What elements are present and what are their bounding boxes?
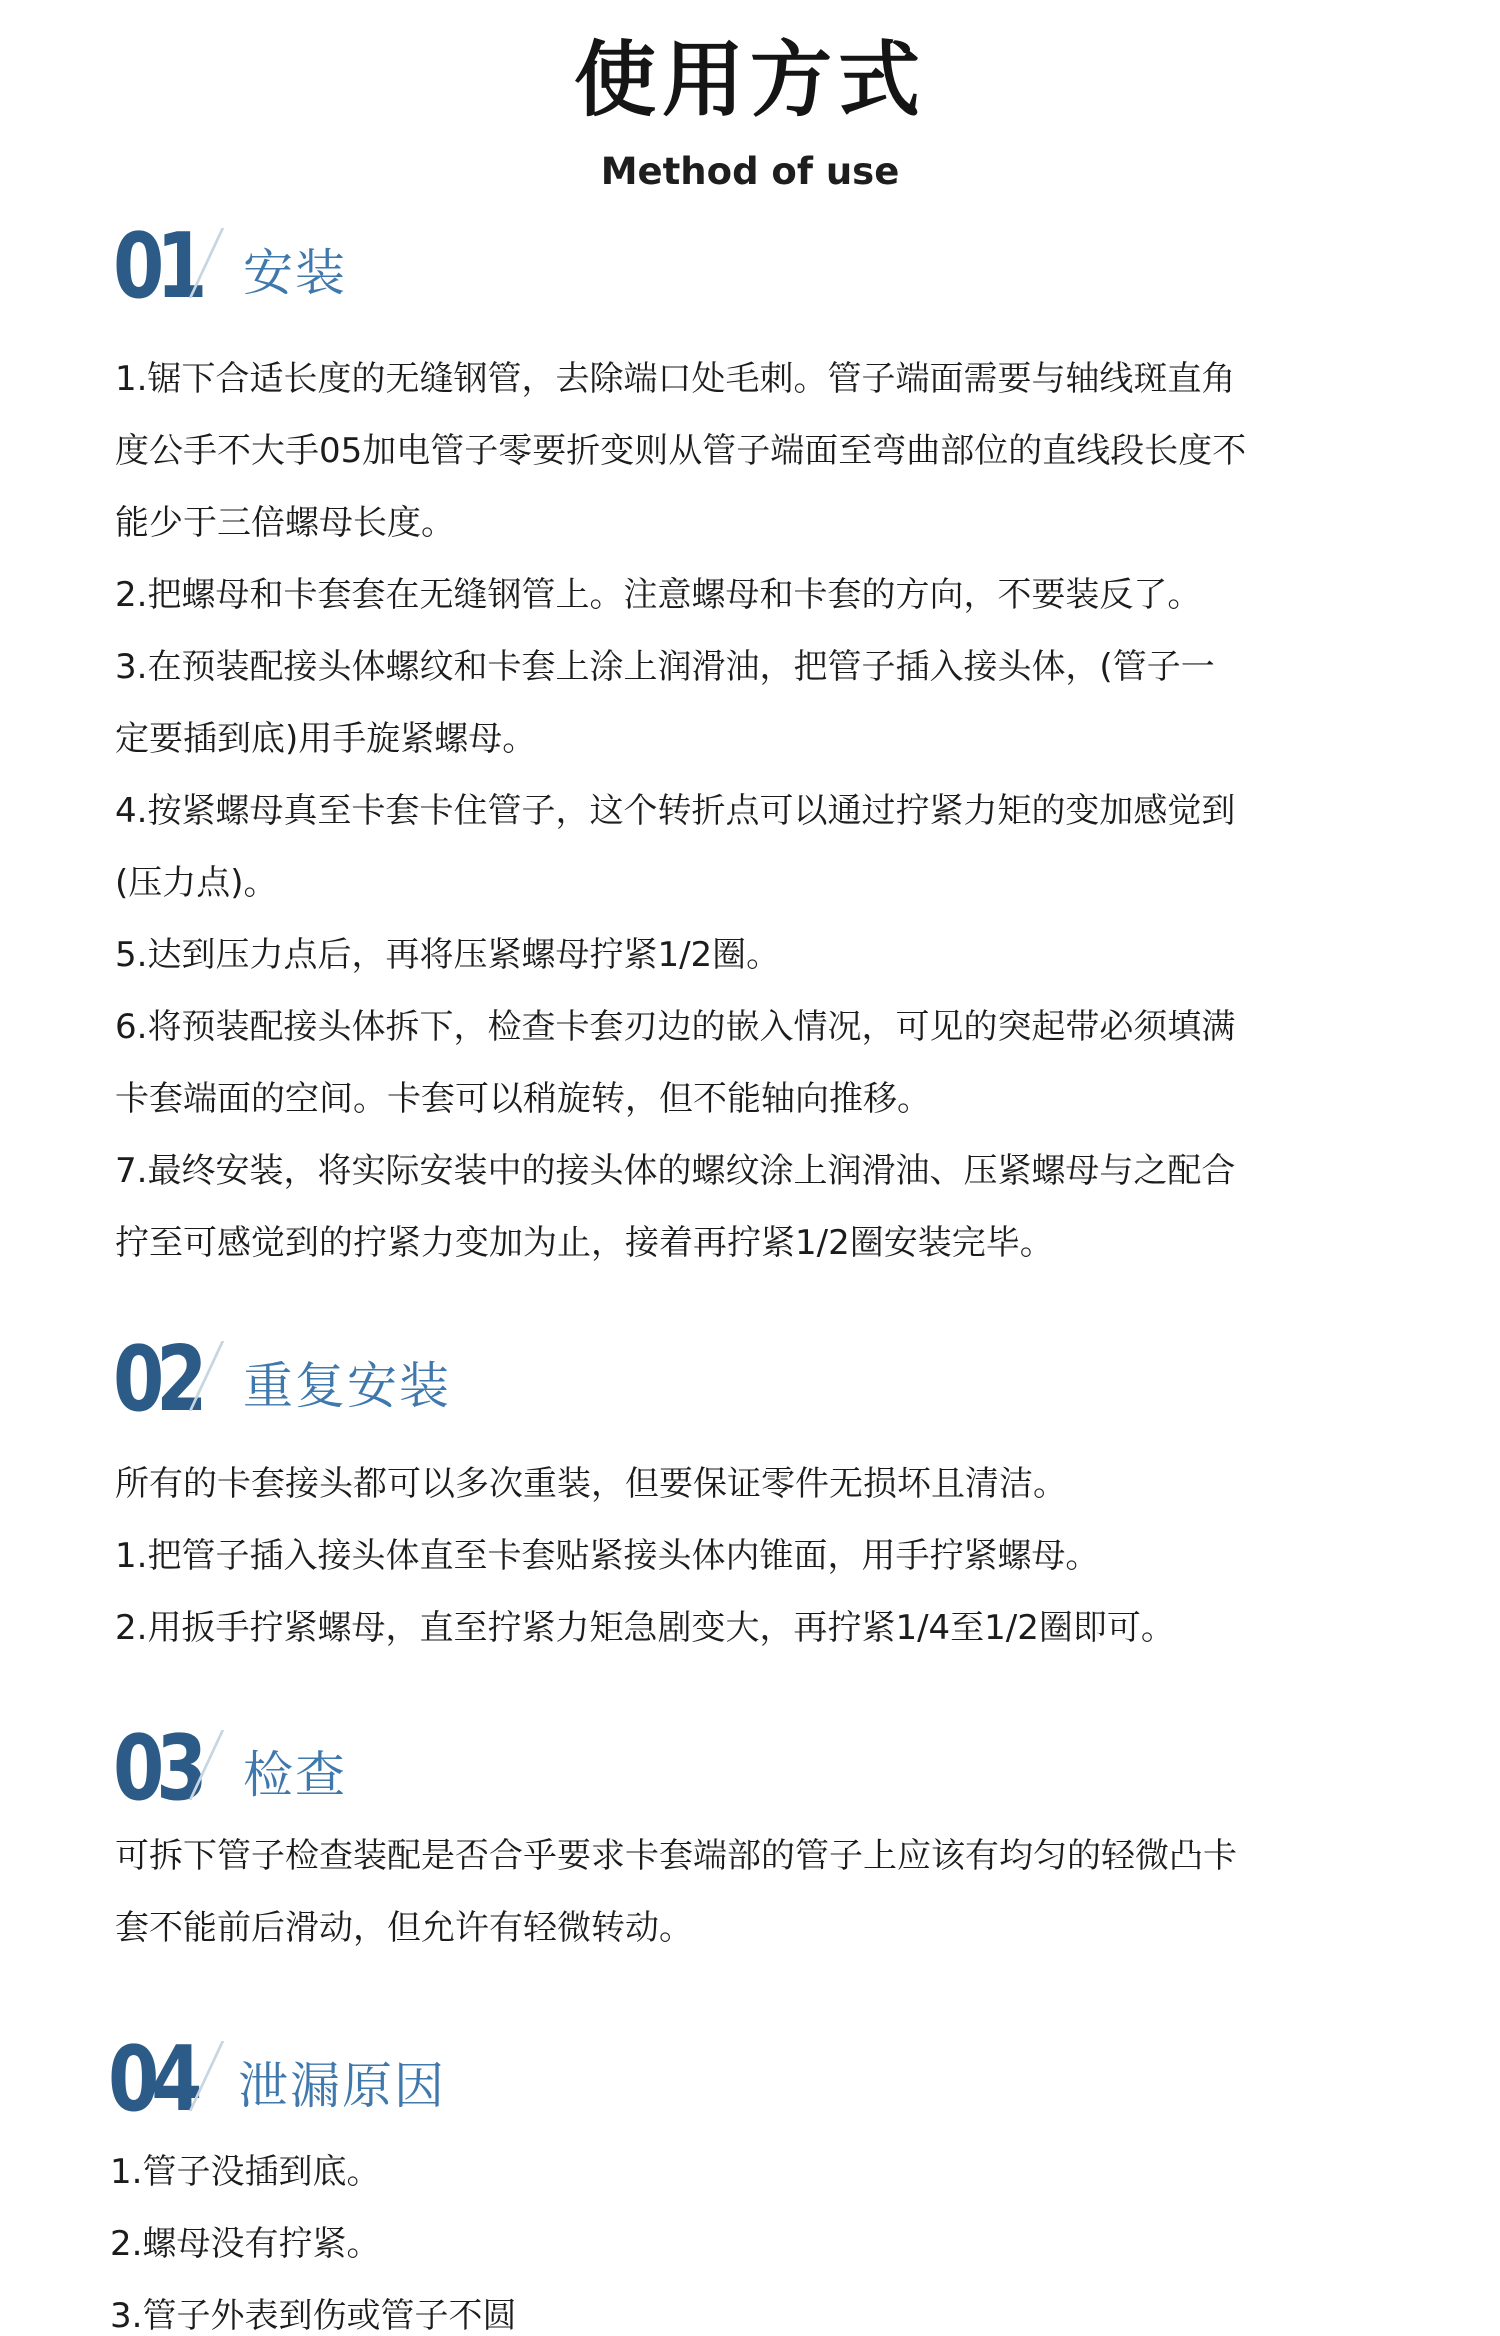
text-line: 3.管子外表到伤或管子不圆 [110, 2296, 517, 2336]
text-line: 2.螺母没有拧紧。 [110, 2224, 381, 2264]
text-line: 3.在预装配接头体螺纹和卡套上涂上润滑油，把管子插入接头体，(管子一 [115, 647, 1215, 687]
section-number: 04 [108, 2027, 195, 2132]
section-title: 检查 [243, 1746, 347, 1804]
text-line: (压力点)。 [115, 863, 278, 903]
section-number: 01 [113, 214, 200, 319]
text-line: 1.管子没插到底。 [110, 2152, 381, 2192]
text-line: 所有的卡套接头都可以多次重装，但要保证零件无损坏且清洁。 [115, 1464, 1067, 1504]
section-title: 安装 [243, 244, 347, 302]
section-title: 重复安装 [243, 1357, 451, 1415]
text-line: 拧至可感觉到的拧紧力变加为止，接着再拧紧1/2圈安装完毕。 [115, 1223, 1054, 1263]
section-header [0, 1327, 1500, 1435]
text-line: 7.最终安装，将实际安装中的接头体的螺纹涂上润滑油、压紧螺母与之配合 [115, 1151, 1236, 1191]
section-header [0, 2027, 1500, 2135]
text-line: 卡套端面的空间。卡套可以稍旋转，但不能轴向推移。 [115, 1079, 931, 1119]
text-line: 1.把管子插入接头体直至卡套贴紧接头体内锥面，用手拧紧螺母。 [115, 1536, 1100, 1576]
text-line: 6.将预装配接头体拆下，检查卡套刃边的嵌入情况，可见的突起带必须填满 [115, 1007, 1236, 1047]
section-number: 02 [113, 1327, 200, 1432]
text-line: 1.锯下合适长度的无缝钢管，去除端口处毛刺。管子端面需要与轴线斑直角 [115, 359, 1236, 399]
text-line: 4.按紧螺母真至卡套卡住管子，这个转折点可以通过拧紧力矩的变加感觉到 [115, 791, 1236, 831]
text-line: 2.用扳手拧紧螺母，直至拧紧力矩急剧变大，再拧紧1/4至1/2圈即可。 [115, 1608, 1175, 1648]
text-line: 套不能前后滑动，但允许有轻微转动。 [115, 1908, 693, 1948]
section-header [0, 214, 1500, 322]
text-line: 能少于三倍螺母长度。 [115, 503, 455, 543]
section-title: 泄漏原因 [238, 2057, 446, 2115]
section-number: 03 [113, 1716, 200, 1821]
text-line: 5.达到压力点后，再将压紧螺母拧紧1/2圈。 [115, 935, 781, 975]
text-line: 度公手不大手05加电管子零要折变则从管子端面至弯曲部位的直线段长度不 [115, 431, 1247, 471]
text-line: 2.把螺母和卡套套在无缝钢管上。注意螺母和卡套的方向，不要装反了。 [115, 575, 1202, 615]
section-header [0, 1716, 1500, 1824]
text-line: 定要插到底)用手旋紧螺母。 [115, 719, 537, 759]
page-title: 使用方式 [573, 33, 926, 128]
page-subtitle: Method of use [600, 150, 900, 193]
text-line: 可拆下管子检查装配是否合乎要求卡套端部的管子上应该有均匀的轻微凸卡 [115, 1836, 1237, 1876]
